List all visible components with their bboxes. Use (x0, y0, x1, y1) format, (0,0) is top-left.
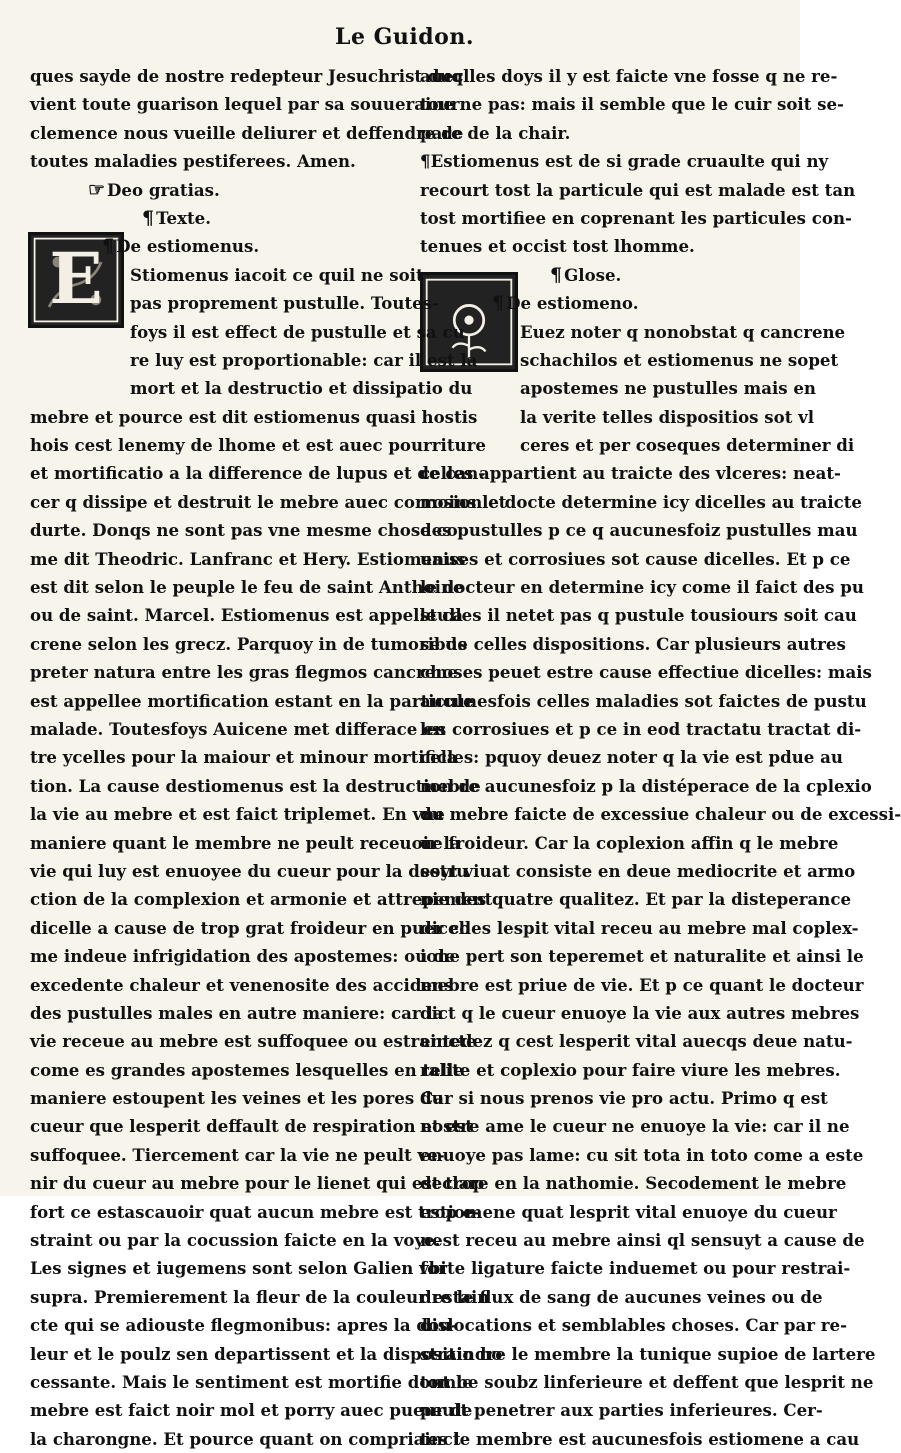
text-line: cer q dissipe et destruit le mebre auec corrosion et (30, 491, 507, 512)
text-line: apostemes ne pustulles mais en (520, 378, 816, 399)
text-line: nie des quatre qualitez. Et par la disteperance (420, 889, 852, 910)
text-line: leur et le poulz sen departissent et la dispositio no (30, 1343, 503, 1364)
heading-text: Deo gratias. (107, 179, 220, 200)
text-line: auec les doys il y est faicte vne fosse q ne re- (420, 66, 838, 86)
text-line: dre le flux de sang de aucunes veines ou de (420, 1286, 823, 1307)
running-title: Le Guidon. (335, 24, 474, 50)
text-line: les corrosiues et p ce in eod tractatu tractat di- (420, 718, 862, 739)
text-line: celles: pquoy deuez noter q la vie est pdue au (420, 747, 843, 768)
text-line (420, 147, 829, 175)
text-line: clemence nous vueille deliurer et deffendre de (30, 122, 464, 143)
text-line: la verite telles dispositios sot vl (520, 406, 815, 427)
text-line: maniere estoupent les veines et les pores du (30, 1088, 444, 1109)
text-line: vie receue au mebre est suffoquee ou estraincte (30, 1031, 477, 1052)
right-text-column (420, 62, 901, 1453)
heading-text: Texte. (156, 207, 211, 228)
text-line: straint ou par la cocussion faicte en la voye. (30, 1230, 441, 1251)
pilcrow-icon: ¶ (102, 235, 115, 258)
heading-text: De estiomenus. (116, 236, 260, 257)
text-line: Car si nous prenos vie pro actu. Primo q est (420, 1088, 828, 1109)
text-line: tombe soubz linferieure et deffent que lesprit ne (420, 1371, 874, 1392)
text-line: entedez q cest lesperit vital auecqs deue natu- (420, 1031, 853, 1052)
page-header (0, 22, 800, 58)
text-line: nir du cueur au mebre pour le lienet qui est trop (30, 1173, 485, 1194)
text-line: hois cest lenemy de lhome et est auec pourriture (30, 435, 486, 456)
text-line: vie qui luy est enuoyee du cueur pour la destru (30, 860, 469, 881)
text-line: suffoquee. Tiercement car la vie ne peult ve- (30, 1144, 445, 1165)
text-line: declare en la nathomie. Secodement le mebre (420, 1173, 847, 1194)
text-line: malade. Toutesfoys Auicene met differace en (30, 718, 446, 739)
heading-glose (420, 261, 780, 289)
text-line: tenues et occist tost lhomme. (420, 236, 695, 257)
text-line: Euez noter q nonobstat q cancrene (520, 321, 846, 342)
text-line: recourt tost la particule qui est malade est tan (420, 179, 856, 200)
text-line: tes le membre est aucunesfois estiomene a cau (420, 1428, 860, 1449)
text-line: mort et la destructio et dissipatio du (130, 378, 473, 399)
text-line: mebre aucunesfoiz p la distéperace de la cplexio (420, 775, 872, 796)
text-line: nest receu au mebre ainsi ql sensuyt a cause de (420, 1230, 865, 1251)
text-line: estiomene quat lesprit vital enuoye du cueur (420, 1201, 837, 1222)
text-line: ralite et coplexio pour faire viure les mebres. (420, 1059, 841, 1080)
text-line: des pustulles p ce q aucunesfoiz pustulles mau (420, 520, 858, 541)
pilcrow-icon: ¶ (492, 292, 505, 315)
text-line: forte ligature faicte induemet ou pour restrai- (420, 1258, 851, 1279)
text-line: come es grandes apostemes lesquelles en telle (30, 1059, 464, 1080)
text-line: dicelles lespit vital receu au mebre mal coplex- (420, 917, 859, 938)
text-line: nostre ame le cueur ne enuoye la vie: car il ne (420, 1116, 850, 1137)
text-line: dicelle a cause de trop grat froideur en puer co (30, 917, 471, 938)
heading-de-estiomeno (420, 289, 780, 317)
pilcrow-icon: ¶ (550, 263, 563, 286)
text-line: mebre est priue de vie. Et p ce quant le docteur (420, 974, 864, 995)
heading-texte (30, 204, 395, 232)
text-line: foys il est effect de pustulle et sa cu (130, 321, 465, 342)
heading-de-estiomenus (30, 232, 395, 260)
text-line: cessante. Mais le sentiment est mortifie dont le (30, 1371, 473, 1392)
text-line: ue froideur. Car la coplexion affin q le mebre (420, 832, 839, 853)
text-line: ction de la complexion et armonie et attrepement (30, 889, 493, 910)
text-line: ione pert son teperemet et naturalite et ainsi le (420, 946, 864, 967)
text-line: vient toute guarison lequel par sa souueraine (30, 94, 454, 115)
text-line: le docteur en determine icy come il faict des pu (420, 577, 864, 598)
heading-deo-gratias (30, 176, 395, 204)
text-line: la charongne. Et pource quant on compriainct (30, 1428, 461, 1449)
text-line: cte qui se adiouste flegmonibus: apres la dou- (30, 1315, 459, 1336)
text-line: ques sayde de nostre redepteur Jesuchrist duql (30, 66, 470, 86)
text-line: fort ce estascauoir quat aucun mebre est trop e- (30, 1201, 481, 1222)
text-line: aucunesfois celles maladies sot faictes de pustu (420, 690, 867, 711)
pilcrow-icon: ¶ (420, 151, 431, 172)
text-line: soyt viuat consiste en deue mediocrite et armo (420, 860, 856, 881)
text-line: straindre le membre la tunique supioe de lartere (420, 1343, 876, 1364)
text-line: ceres et per coseques determiner di (520, 435, 855, 456)
text-line: se de celles dispositions. Car plusieurs autres (420, 633, 846, 654)
text-line: pare de la chair. (420, 122, 571, 143)
text-line: tion. La cause destiomenus est la destruction de (30, 775, 481, 796)
text-line: me indeue infrigidation des apostemes: ou de (30, 946, 456, 967)
text-line: des pustulles males en autre maniere: car la (30, 1002, 444, 1023)
text-line: uaises et corrosiues sot cause dicelles. Et p ce (420, 548, 851, 569)
text-line: ou de saint. Marcel. Estiomenus est appelle ca (30, 605, 463, 626)
text-line: maniere quant le membre ne peult receuoir la (30, 832, 461, 853)
text-line: peult penetrer aux parties inferieures. Cer- (420, 1400, 823, 1421)
text-line: mebre est faict noir mol et porry auec pueur de (30, 1400, 473, 1421)
text-line: enuoye pas lame: cu sit tota in toto come a este (420, 1144, 864, 1165)
text-line: dislocations et semblables choses. Car par re- (420, 1315, 847, 1336)
text-line: choses peuet estre cause effectiue dicelles: mais (420, 662, 872, 683)
text-line: durte. Donqs ne sont pas vne mesme chose co (30, 520, 458, 541)
text-line: me dit Theodric. Lanfranc et Hery. Estiomenus (30, 548, 466, 569)
text-line: supra. Premierement la fleur de la couleur estain (30, 1286, 490, 1307)
text-line: est appellee mortification estant en la particule (30, 690, 474, 711)
text-line: excedente chaleur et venenosite des accidens (30, 974, 454, 995)
paragraph-start: Estiomenus est de si grade cruaulte qui ny (430, 151, 829, 172)
text-line: Les signes et iugemens sont selon Galien vbi (30, 1258, 447, 1279)
text-line: dict q le cueur enuoye la vie aux autres mebres (420, 1002, 860, 1023)
heading-text: De estiomeno. (506, 293, 639, 314)
initial-letter: E (49, 237, 103, 320)
text-line: tourne pas: mais il semble que le cuir soit se- (420, 94, 844, 115)
text-line: stulles il netet pas q pustule tousiours soit cau (420, 605, 857, 626)
text-line: cueur que lesperit deffault de respiration et est (30, 1116, 473, 1137)
text-line: la vie au mebre et est faict triplemet. En vne (30, 804, 445, 825)
text-line: pas proprement pustulle. Toutes- (130, 293, 439, 314)
text-line: du mebre faicte de excessiue chaleur ou de excessi- (420, 804, 901, 825)
text-line: est dit selon le peuple le feu de saint Anthoine (30, 577, 464, 598)
text-line: crene selon les grecz. Parquoy in de tumoribus (30, 633, 468, 654)
text-line: toutes maladies pestiferees. Amen. (30, 151, 356, 172)
text-line: tre ycelles pour la maiour et minour mortifica (30, 747, 458, 768)
text-line: schachilos et estiomenus ne sopet (520, 349, 839, 370)
text-line: re luy est proportionable: car il est la (130, 349, 478, 370)
pilcrow-icon: ¶ (142, 206, 155, 229)
text-line: tost mortifiee en coprenant les particules con- (420, 207, 852, 228)
text-line: mebre et pource est dit estiomenus quasi hostis (30, 406, 478, 427)
text-line: Stiomenus iacoit ce quil ne soit (130, 264, 424, 285)
pilcrow-icon: ☞ (88, 178, 106, 201)
heading-text: Glose. (564, 264, 622, 285)
text-line: preter natura entre les gras flegmos cancrene (30, 662, 458, 683)
text-line: et mortificatio a la difference de lupus et de can- (30, 463, 486, 484)
text-line: moins le docte determine icy dicelles au traicte (420, 491, 862, 512)
text-line: celles appartient au traicte des vlceres: neat- (420, 463, 841, 484)
